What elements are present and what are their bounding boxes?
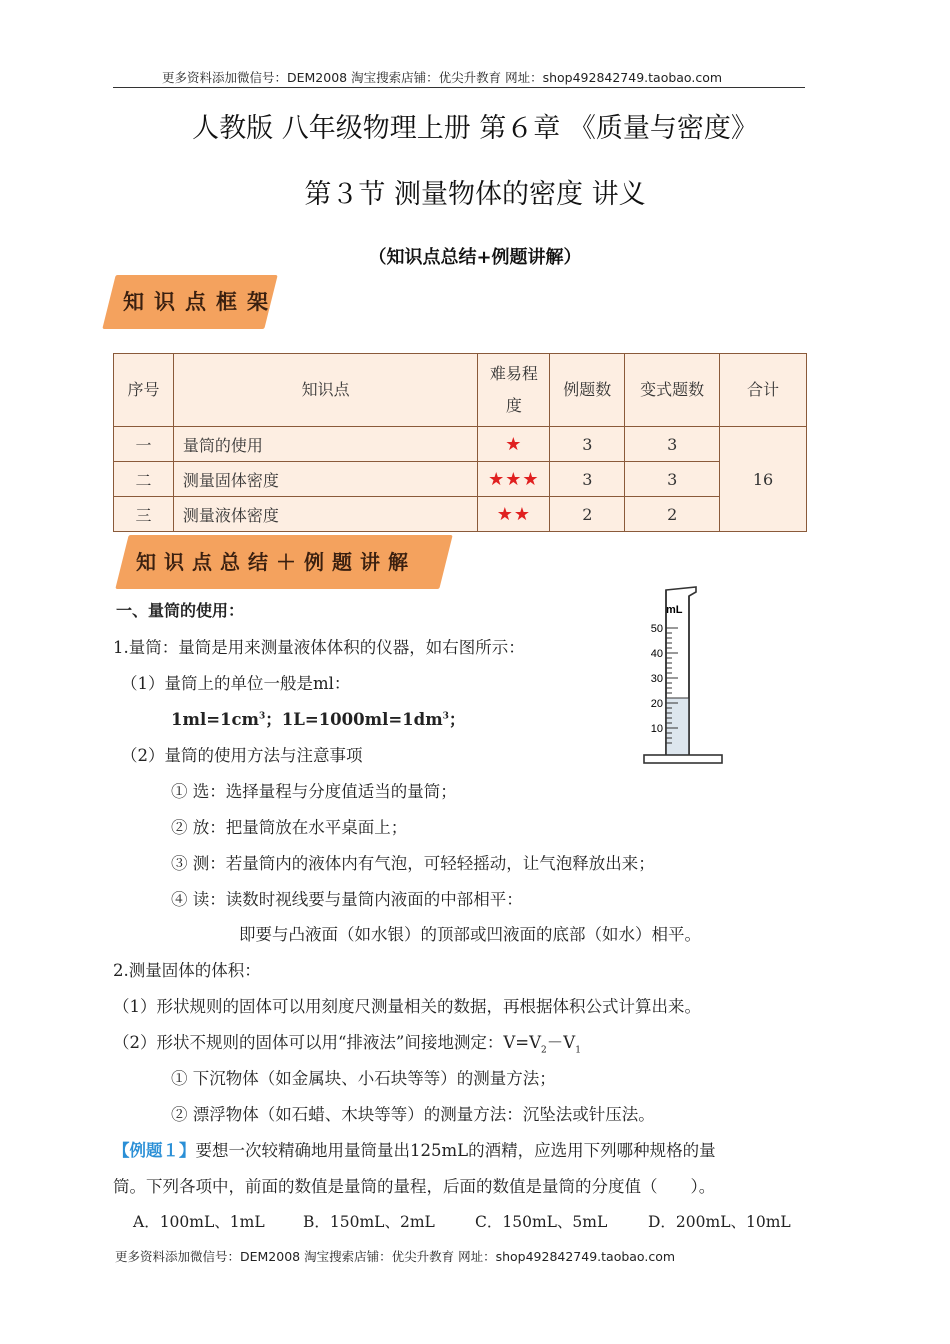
table-header-row <box>114 354 807 427</box>
col-seq: 序号 <box>114 354 174 427</box>
content-line: ④ 读：读数时视线要与量筒内液面的中部相平： <box>171 890 523 909</box>
col-variants: 变式题数 <box>625 354 720 427</box>
row-examples: 3 <box>550 462 625 497</box>
formula-line: $1ml=1cm^3$；$1L=1000ml=1dm^3$； <box>171 710 466 729</box>
cylinder-tick-label: 20 <box>650 698 663 710</box>
row-examples: 3 <box>550 427 625 462</box>
row-examples: 2 <box>550 497 625 532</box>
example-tag: 【例题１】 <box>113 1141 196 1160</box>
content-line: 2.测量固体的体积： <box>113 961 261 980</box>
content-line: ① 选：选择量程与分度值适当的量筒； <box>171 782 457 801</box>
row-seq: 二 <box>114 462 174 497</box>
example-line: 【例题１】要想一次较精确地用量筒量出125mL的酒精，应选用下列哪种规格的量 <box>113 1141 716 1160</box>
cylinder-tick-label: 40 <box>650 648 663 660</box>
option-d: D．200mL、10mL <box>648 1213 791 1231</box>
formula-line: （2）形状不规则的固体可以用“排液法”间接地测定：$V=V_2-V_1$ <box>113 1033 581 1056</box>
banner-summary-text: 知识点总结＋例题讲解 <box>136 550 416 574</box>
option-b: B．150mL、2mL <box>303 1213 435 1231</box>
col-examples: 例题数 <box>550 354 625 427</box>
option-a: A．100mL、1mL <box>133 1213 265 1231</box>
content-line: ① 下沉物体（如金属块、小石块等等）的测量方法； <box>171 1069 556 1088</box>
banner-framework-text: 知识点框架 <box>123 289 278 314</box>
col-point: 知识点 <box>173 354 477 427</box>
tagline: （知识点总结+例题讲解） <box>368 247 582 268</box>
banner-summary <box>122 535 446 589</box>
table-row <box>114 427 807 462</box>
knowledge-table <box>113 353 807 532</box>
content-line: ② 漂浮物体（如石蜡、木块等等）的测量方法：沉坠法或针压法。 <box>171 1105 655 1124</box>
row-variants: 3 <box>625 462 720 497</box>
graduated-cylinder-figure <box>636 580 726 770</box>
table-row <box>114 462 807 497</box>
difficulty-stars: ★ <box>478 427 550 462</box>
content-line: ③ 测：若量筒内的液体内有气泡，可轻轻摇动，让气泡释放出来； <box>171 854 655 873</box>
difficulty-stars: ★★ <box>478 497 550 532</box>
difficulty-stars: ★★★ <box>478 462 550 497</box>
content-line: ② 放：把量筒放在水平桌面上； <box>171 818 408 837</box>
section-title: 第３节 测量物体的密度 讲义 <box>304 179 646 210</box>
row-variants: 2 <box>625 497 720 532</box>
total-cell: 16 <box>720 427 807 532</box>
cylinder-tick-label: 50 <box>650 623 663 635</box>
content-line: （1）形状规则的固体可以用刻度尺测量相关的数据，再根据体积公式计算出来。 <box>113 997 701 1016</box>
footer-text: 更多资料添加微信号：DEM2008 淘宝搜索店铺：优尖升教育 网址：shop492842749.taobao.com <box>115 1249 676 1264</box>
cylinder-tick-label: 30 <box>650 673 663 685</box>
row-point: 测量固体密度 <box>173 462 477 497</box>
content-line: （2）量筒的使用方法与注意事项 <box>121 746 363 765</box>
row-point: 测量液体密度 <box>173 497 477 532</box>
banner-framework <box>109 275 278 329</box>
document-title: 人教版 八年级物理上册 第６章 《质量与密度》 <box>192 113 758 144</box>
example-line: 筒。下列各项中，前面的数值是量筒的量程，后面的数值是量筒的分度值（ ）。 <box>113 1177 716 1196</box>
content-line: （1）量筒上的单位一般是ml： <box>121 674 351 693</box>
cylinder-tick-label: 10 <box>650 723 663 735</box>
row-seq: 一 <box>114 427 174 462</box>
content-line: 即要与凸液面（如水银）的顶部或凹液面的底部（如水）相平。 <box>239 925 701 944</box>
col-difficulty: 难易程度 <box>478 354 550 427</box>
cylinder-unit-label: mL <box>666 604 683 616</box>
row-variants: 3 <box>625 427 720 462</box>
header-divider <box>113 87 805 88</box>
col-total: 合计 <box>720 354 807 427</box>
content-line: 1.量筒：量筒是用来测量液体体积的仪器，如右图所示： <box>113 638 525 657</box>
section-heading: 一、量筒的使用： <box>116 601 245 620</box>
option-c: C．150mL、5mL <box>475 1213 608 1231</box>
table-row <box>114 497 807 532</box>
row-seq: 三 <box>114 497 174 532</box>
row-point: 量筒的使用 <box>173 427 477 462</box>
header-text: 更多资料添加微信号：DEM2008 淘宝搜索店铺：优尖升教育 网址：shop492842749.taobao.com <box>162 70 723 85</box>
